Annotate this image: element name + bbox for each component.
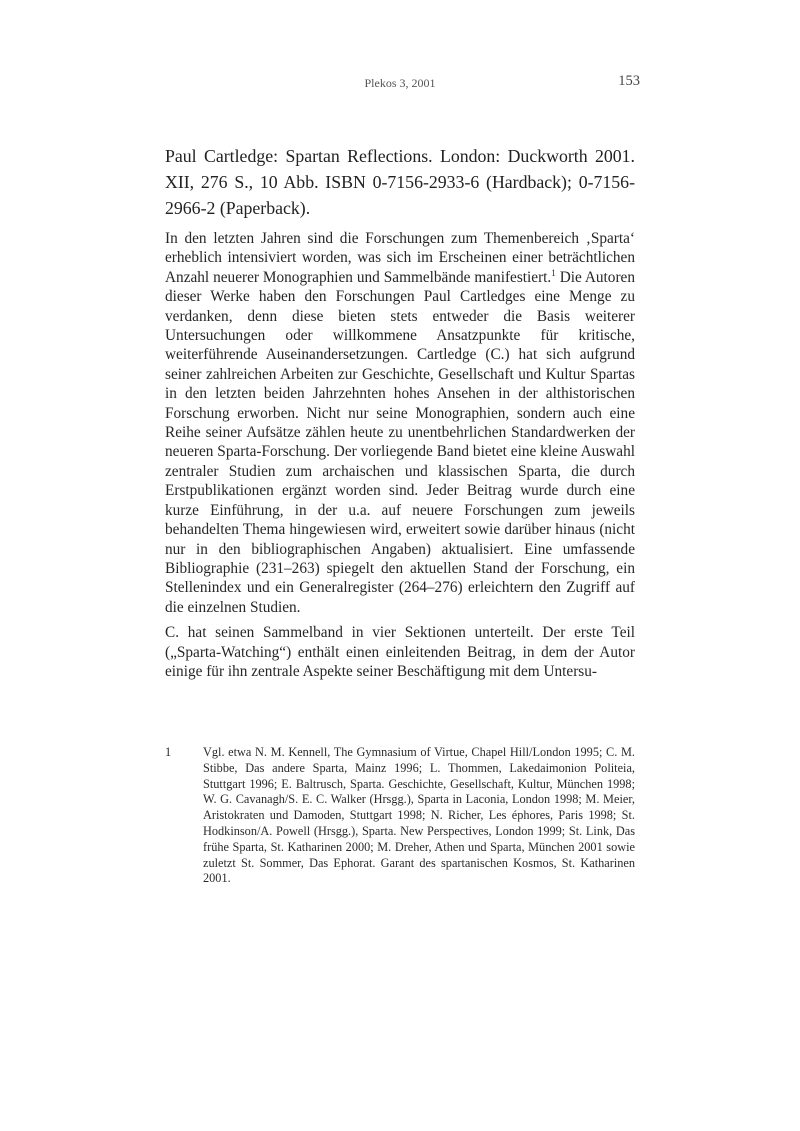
footnote [165,745,635,887]
footnote-text: Vgl. etwa N. M. Kennell, The Gymnasium of Virtue, Chapel Hill/London 1995; C. M. Stibbe, Das andere Sparta, Mainz 1996; L. Thommen, Lakedaimonion Politeia, Stuttgart 1996; E. Baltrusch, Sparta. Geschichte, Gesellschaft, Kultur, München 1998; W. G. Cavanagh/S. E. C. Walker (Hrsgg.), Sparta in Laconia, London 1998; M. Meier, Aristokraten und Damoden, Stuttgart 1998; N. Richer, Les éphores, Paris 1998; St. Hodkinson/A. Powell (Hrsgg.), Sparta. New Perspectives, London 1999; St. Link, Das frühe Sparta, St. Katharinen 2000; M. Dreher, Athen und Sparta, München 2001 sowie zuletzt St. Sommer, Das Ephorat. Garant des spartanischen Kosmos, St. Katharinen 2001. [203,745,635,886]
running-head: Plekos 3, 2001 [364,76,436,90]
review-heading: Paul Cartledge: Spartan Reflections. London: Duckworth 2001. XII, 276 S., 10 Abb. ISBN 0-7156-2933-6 (Hardback); 0-7156-2966-2 (Paperback). [165,146,635,218]
page-number: 153 [618,73,640,89]
paragraph-1-after-note: Die Autoren dieser Werke haben den Forschungen Paul Cartledges eine Menge zu verdanken, denn diese bieten stets entweder die Basis weiterer Untersuchungen oder willkommene Ansatzpunkte für kritische, weiterführende Auseinandersetzungen. Cartledge (C.) hat sich aufgrund seiner zahlreichen Arbeiten zur Geschichte, Gesellschaft und Kultur Spartas in den letzten beiden Jahrzehnten hohes Ansehen in der althistorischen Forschung erworben. Nicht nur seine Monographien, sondern auch eine Reihe seiner Aufsätze zählen heute zu unentbehrlichen Standardwerken der neueren Sparta-Forschung. Der vorliegende Band bietet eine kleine Auswahl zentraler Studien zum archaischen und klassischen Sparta, die durch Erstpublikationen ergänzt worden sind. Jeder Beitrag wurde durch eine kurze Einführung, in der u.a. auf neuere Forschungen zum jeweils behandelten Thema hingewiesen wird, erweitert sowie darüber hinaus (nicht nur in den bibliographischen Angaben) aktualisiert. Eine umfassende Bibliographie (231–263) spiegelt den aktuellen Stand der Forschung, ein Stellenindex und ein Generalregister (264–276) erleichtern den Zugriff auf die einzelnen Studien. [165,268,635,616]
footnote-number: 1 [165,745,172,759]
paragraph-2: C. hat seinen Sammelband in vier Sektionen unterteilt. Der erste Teil („Sparta-Watching“) enthält einen einleitenden Beitrag, in dem der Autor einige für ihn zentrale Aspekte seiner Beschäftigung mit dem Untersu- [165,624,635,680]
paragraph-1-before-note: In den letzten Jahren sind die Forschungen zum Themenbereich ‚Sparta‘ erheblich intensiviert worden, was sich im Erscheinen einer beträchtlichen Anzahl neuerer Monographien und Sammelbände manifestiert. [165,230,635,286]
review-body [165,229,635,681]
footnote-reference[interactable]: 1 [551,267,556,278]
paragraph-1 [165,229,635,617]
